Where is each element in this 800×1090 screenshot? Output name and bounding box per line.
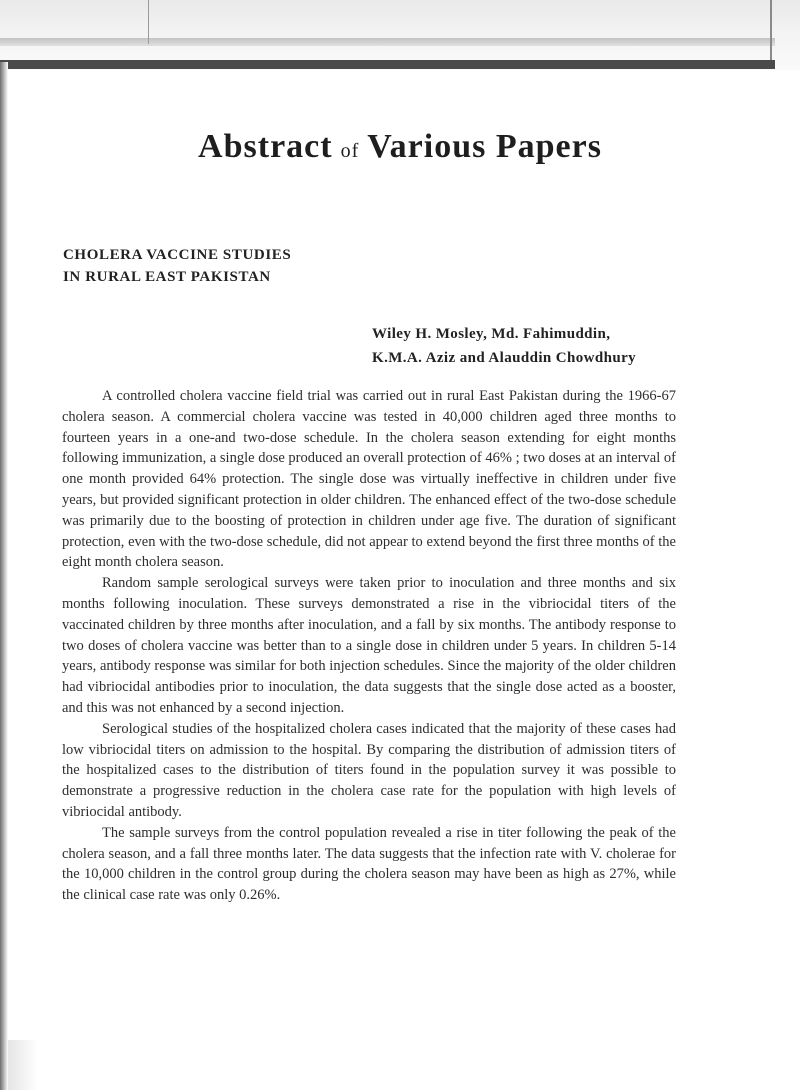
scan-edge-line [770, 0, 772, 60]
article-title-line-1: CHOLERA VACCINE STUDIES [63, 247, 292, 263]
article-title-line-2: IN RURAL EAST PAKISTAN [63, 269, 271, 285]
article-authors [372, 322, 636, 370]
authors-line-1: Wiley H. Mosley, Md. Fahimuddin, [372, 326, 611, 342]
abstract-paragraph-4: The sample surveys from the control population revealed a rise in titer following the peak of the cholera season, and a fall three months later. The data suggests that the infection rate with V. cholerae for the 10,000 children in the control group during the cholera season may have been as high as 27%, while the clinical case rate was only 0.26%. [62, 824, 676, 904]
heading-various-papers: Various Papers [367, 128, 602, 165]
scanned-page-edge [0, 0, 800, 70]
authors-line-2: K.M.A. Aziz and Alauddin Chowdhury [372, 350, 637, 366]
heading-of: of [340, 140, 360, 162]
scanned-left-margin [0, 62, 8, 1090]
abstract-body [62, 386, 676, 906]
scanned-corner-shadow [8, 1040, 38, 1090]
scan-fold-line [148, 0, 149, 44]
header-rule [0, 60, 775, 69]
page-heading [0, 128, 800, 166]
article-title [63, 244, 291, 288]
scan-shadow-band [0, 38, 775, 46]
heading-abstract: Abstract [198, 128, 333, 165]
abstract-paragraph-3: Serological studies of the hospitalized cholera cases indicated that the majority of these cases had low vibriocidal titers on admission to the hospital. By comparing the distribution of admission titers of the hospitalized cases to the distribution of titers found in the population survey it was possible to demonstrate a progressive reduction in the cholera case rate for the population with high levels of vibriocidal antibody. [62, 720, 676, 820]
abstract-paragraph-1: A controlled cholera vaccine field trial was carried out in rural East Pakistan during the 1966-67 cholera season. A commercial cholera vaccine was tested in 40,000 children aged three months to fourteen years in a one-and two-dose schedule. In the cholera season extending for eight months following immunization, a single dose produced an overall protection of 46% ; two doses at an interval of one month provided 64% protection. The single dose was virtually ineffective in children under five years, but provided significant protection in older children. The enhanced effect of the two-dose schedule was primarily due to the boosting of protection in children under age five. The duration of significant protection, even with the two-dose schedule, did not appear to extend beyond the first three months of the eight month cholera season. [62, 388, 676, 571]
abstract-paragraph-2: Random sample serological surveys were taken prior to inoculation and three months and six months following inoculation. These surveys demonstrated a rise in the vibriocidal titers of the vaccinated children by three months after inoculation, and a fall by six months. The antibody response to two doses of cholera vaccine was better than to a single dose in children under 5 years. In children 5-14 years, antibody response was similar for both injection schedules. Since the majority of the older children had vibriocidal antibodies prior to inoculation, the data suggests that the single dose acted as a booster, and this was not enhanced by a second injection. [62, 575, 676, 716]
